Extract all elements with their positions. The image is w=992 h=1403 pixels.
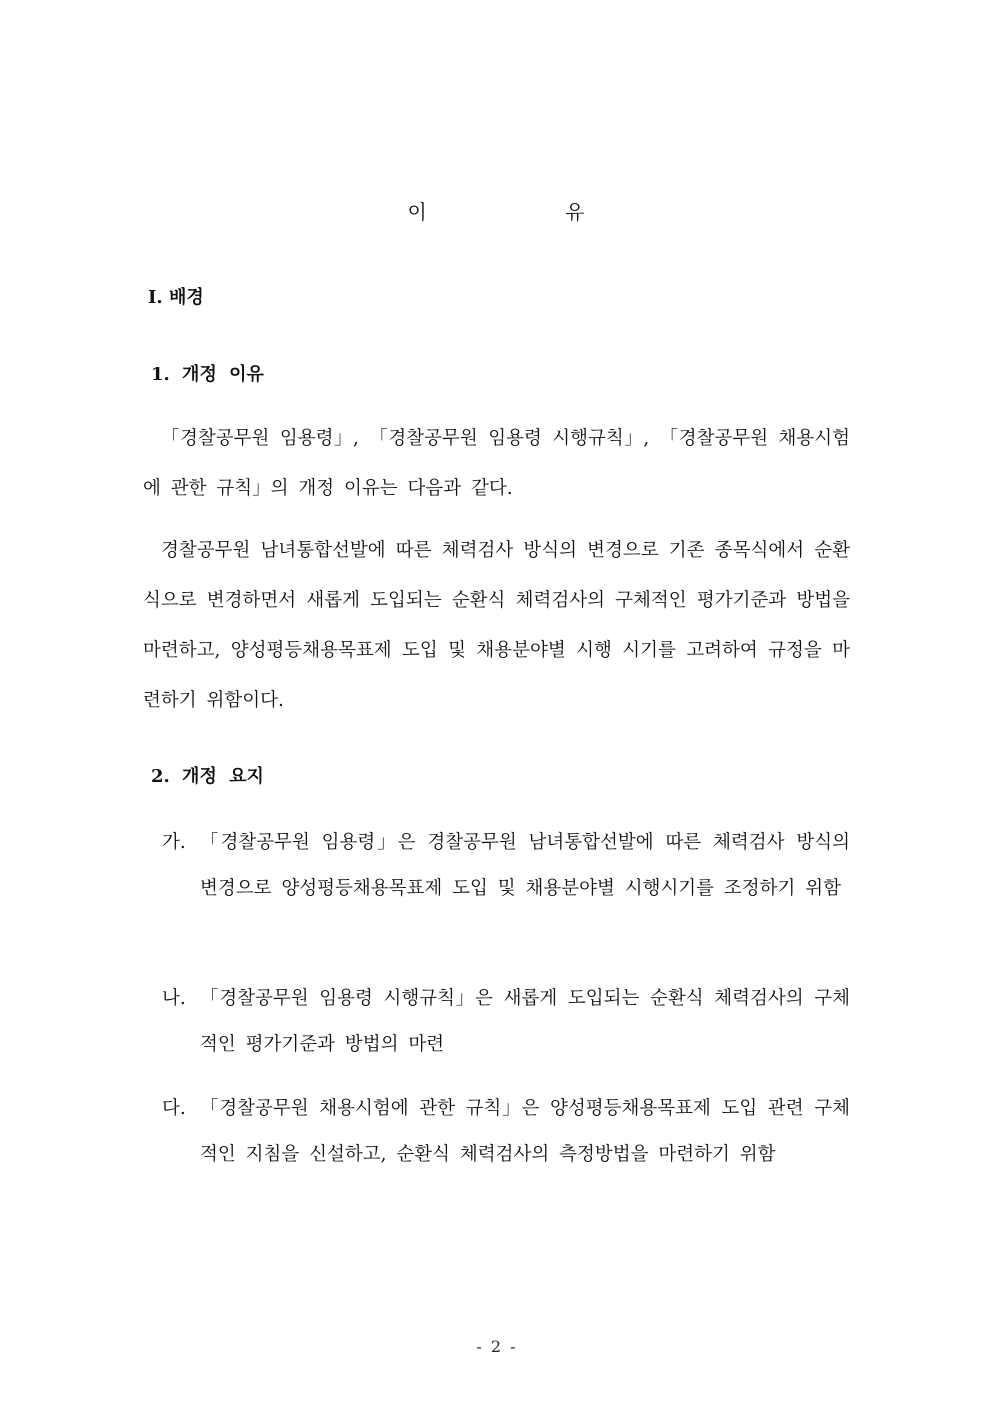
reason-paragraph-1 xyxy=(143,414,850,514)
reason-paragraph-2 xyxy=(143,526,850,726)
summary-item-ga xyxy=(162,820,850,912)
subsection-heading-summary: 2. 개정 요지 xyxy=(151,766,264,787)
summary-item-na xyxy=(162,976,850,1068)
subsection-heading-reason: 1. 개정 이유 xyxy=(151,364,264,385)
summary-item-da xyxy=(162,1086,850,1178)
reason-paragraph-1-text: 「경찰공무원 임용령」, 「경찰공무원 임용령 시행규칙」, 「경찰공무원 채용시험에 관한 규칙」의 개정 이유는 다음과 같다. xyxy=(143,428,850,499)
summary-item-text: 「경찰공무원 임용령 시행규칙」은 새롭게 도입되는 순환식 체력검사의 구체적인 평가기준과 방법의 마련 xyxy=(200,988,850,1055)
summary-item-text: 「경찰공무원 채용시험에 관한 규칙」은 양성평등채용목표제 도입 관련 구체적인 지침을 신설하고, 순환식 체력검사의 측정방법을 마련하기 위함 xyxy=(200,1098,850,1165)
summary-item-marker: 다. xyxy=(162,1098,186,1119)
reason-paragraph-2-text: 경찰공무원 남녀통합선발에 따른 체력검사 방식의 변경으로 기존 종목식에서 순환식으로 변경하면서 새롭게 도입되는 순환식 체력검사의 구체적인 평가기준과 방법을 마련하고, 양성평등채용목표제 도입 및 채용분야별 시행 시기를 고려하여 규정을 마련하기 위함이다. xyxy=(143,540,850,711)
page-title: 이 유 xyxy=(407,200,651,224)
page-number: - 2 - xyxy=(476,1337,516,1356)
summary-item-text: 「경찰공무원 임용령」은 경찰공무원 남녀통합선발에 따른 체력검사 방식의 변경으로 양성평등채용목표제 도입 및 채용분야별 시행시기를 조정하기 위함 xyxy=(200,832,850,899)
summary-item-marker: 나. xyxy=(162,988,186,1009)
section-heading-background: Ⅰ. 배경 xyxy=(148,287,204,308)
summary-item-marker: 가. xyxy=(162,832,186,853)
